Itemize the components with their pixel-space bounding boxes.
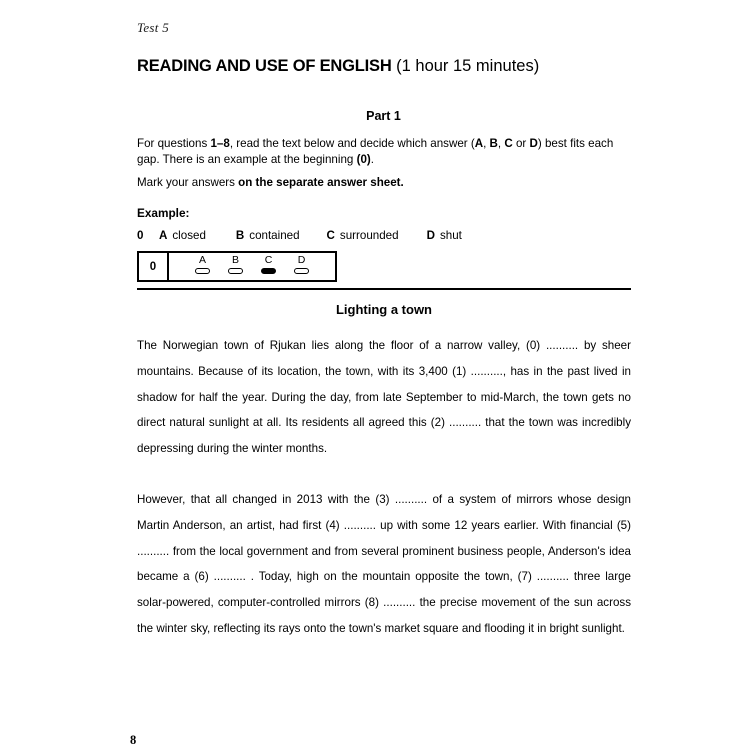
instructions-line [137, 136, 633, 168]
instr-seg-2: , read the text below and decide which answer ( [229, 137, 475, 150]
example-answer-grid [137, 251, 337, 282]
example-label: Example: [137, 206, 190, 220]
answer-grid-column-d[interactable] [285, 254, 318, 274]
example-option-b [236, 229, 300, 242]
answer-grid-row-number: 0 [139, 253, 169, 280]
answer-grid-column-b[interactable] [219, 254, 252, 274]
section-divider [137, 288, 631, 290]
example-option-a-letter: A [159, 229, 168, 242]
mark-prefix: Mark your answers [137, 176, 239, 189]
answer-bubble-a[interactable] [195, 268, 210, 274]
instr-option-b: B [489, 137, 498, 150]
example-question-number: 0 [137, 229, 144, 242]
page-title-main: READING AND USE OF ENGLISH [137, 57, 392, 75]
example-option-a [159, 229, 206, 242]
reading-text-body [137, 333, 631, 642]
answer-grid-letter-b: B [231, 254, 239, 266]
answer-grid-letter-c: C [264, 254, 273, 266]
instr-seg-4: , [497, 137, 505, 150]
example-option-d [427, 229, 462, 242]
instr-seg-7: . [370, 153, 374, 166]
example-option-c [327, 229, 399, 242]
reading-text-title: Lighting a town [335, 302, 433, 317]
mark-answers-instruction [137, 175, 633, 191]
example-option-b-letter: B [235, 229, 245, 242]
answer-bubble-d[interactable] [294, 268, 309, 274]
page-number: 8 [130, 733, 137, 747]
example-option-b-word: contained [249, 229, 300, 242]
answer-bubble-b[interactable] [228, 268, 243, 274]
instr-option-d: D [529, 137, 538, 150]
example-option-d-word: shut [439, 229, 462, 242]
instr-seg-1: For questions [137, 137, 211, 150]
instr-example-ref: (0) [356, 153, 371, 166]
instructions-block [137, 136, 633, 168]
answer-grid-column-a[interactable] [186, 254, 219, 274]
instr-option-c: C [504, 137, 513, 150]
mark-emphasis: on the separate answer sheet. [238, 176, 404, 189]
instr-seg-5: or [512, 137, 530, 150]
answer-grid-bubbles [169, 253, 335, 280]
example-option-c-word: surrounded [339, 229, 399, 242]
instr-seg-6: ) best fits each gap. There is an example at the beginning [137, 137, 614, 166]
answer-grid-letter-d: D [297, 254, 306, 266]
reading-paragraph-2: However, that all changed in 2013 with the (3) .......... of a system of mirrors whose design Martin Anderson, an artist, had first (4) .......... up with some 12 years earlier. With financial (5) .......... from the local government and from several prominent business people, Anderson's idea became a (6) .......... . Today, high on the mountain opposite the town, (7) .......... three large solar-powered, computer-controlled mirrors (8) .......... the precise movement of the sun across the winter sky, reflecting its rays onto the town's market square and flooding it in bright sunlight. [137, 492, 631, 635]
example-option-d-letter: D [426, 229, 435, 242]
reading-paragraph-1: The Norwegian town of Rjukan lies along the floor of a narrow valley, (0) .......... by sheer mountains. Because of its location, the town, with its 3,400 (1) .........., has in the past lived in shadow for half the year. During the day, from late September to mid-March, the town gets no direct natural sunlight at all. Its residents all agreed this (2) .......... that the town was incredibly depressing during the winter months. [137, 339, 631, 456]
instr-seg-3: , [483, 137, 490, 150]
answer-bubble-c[interactable] [261, 268, 276, 274]
running-head: Test 5 [137, 20, 170, 35]
instr-question-range: 1–8 [210, 137, 230, 150]
instr-option-a: A [474, 137, 484, 150]
page-title [137, 56, 637, 76]
answer-grid-letter-a: A [198, 254, 206, 266]
page-title-duration: (1 hour 15 minutes) [391, 57, 540, 75]
part-label: Part 1 [366, 109, 401, 123]
answer-grid-column-c[interactable] [252, 254, 285, 274]
example-option-c-letter: C [326, 229, 335, 242]
example-options-row [137, 229, 462, 242]
example-option-a-word: closed [172, 229, 206, 242]
